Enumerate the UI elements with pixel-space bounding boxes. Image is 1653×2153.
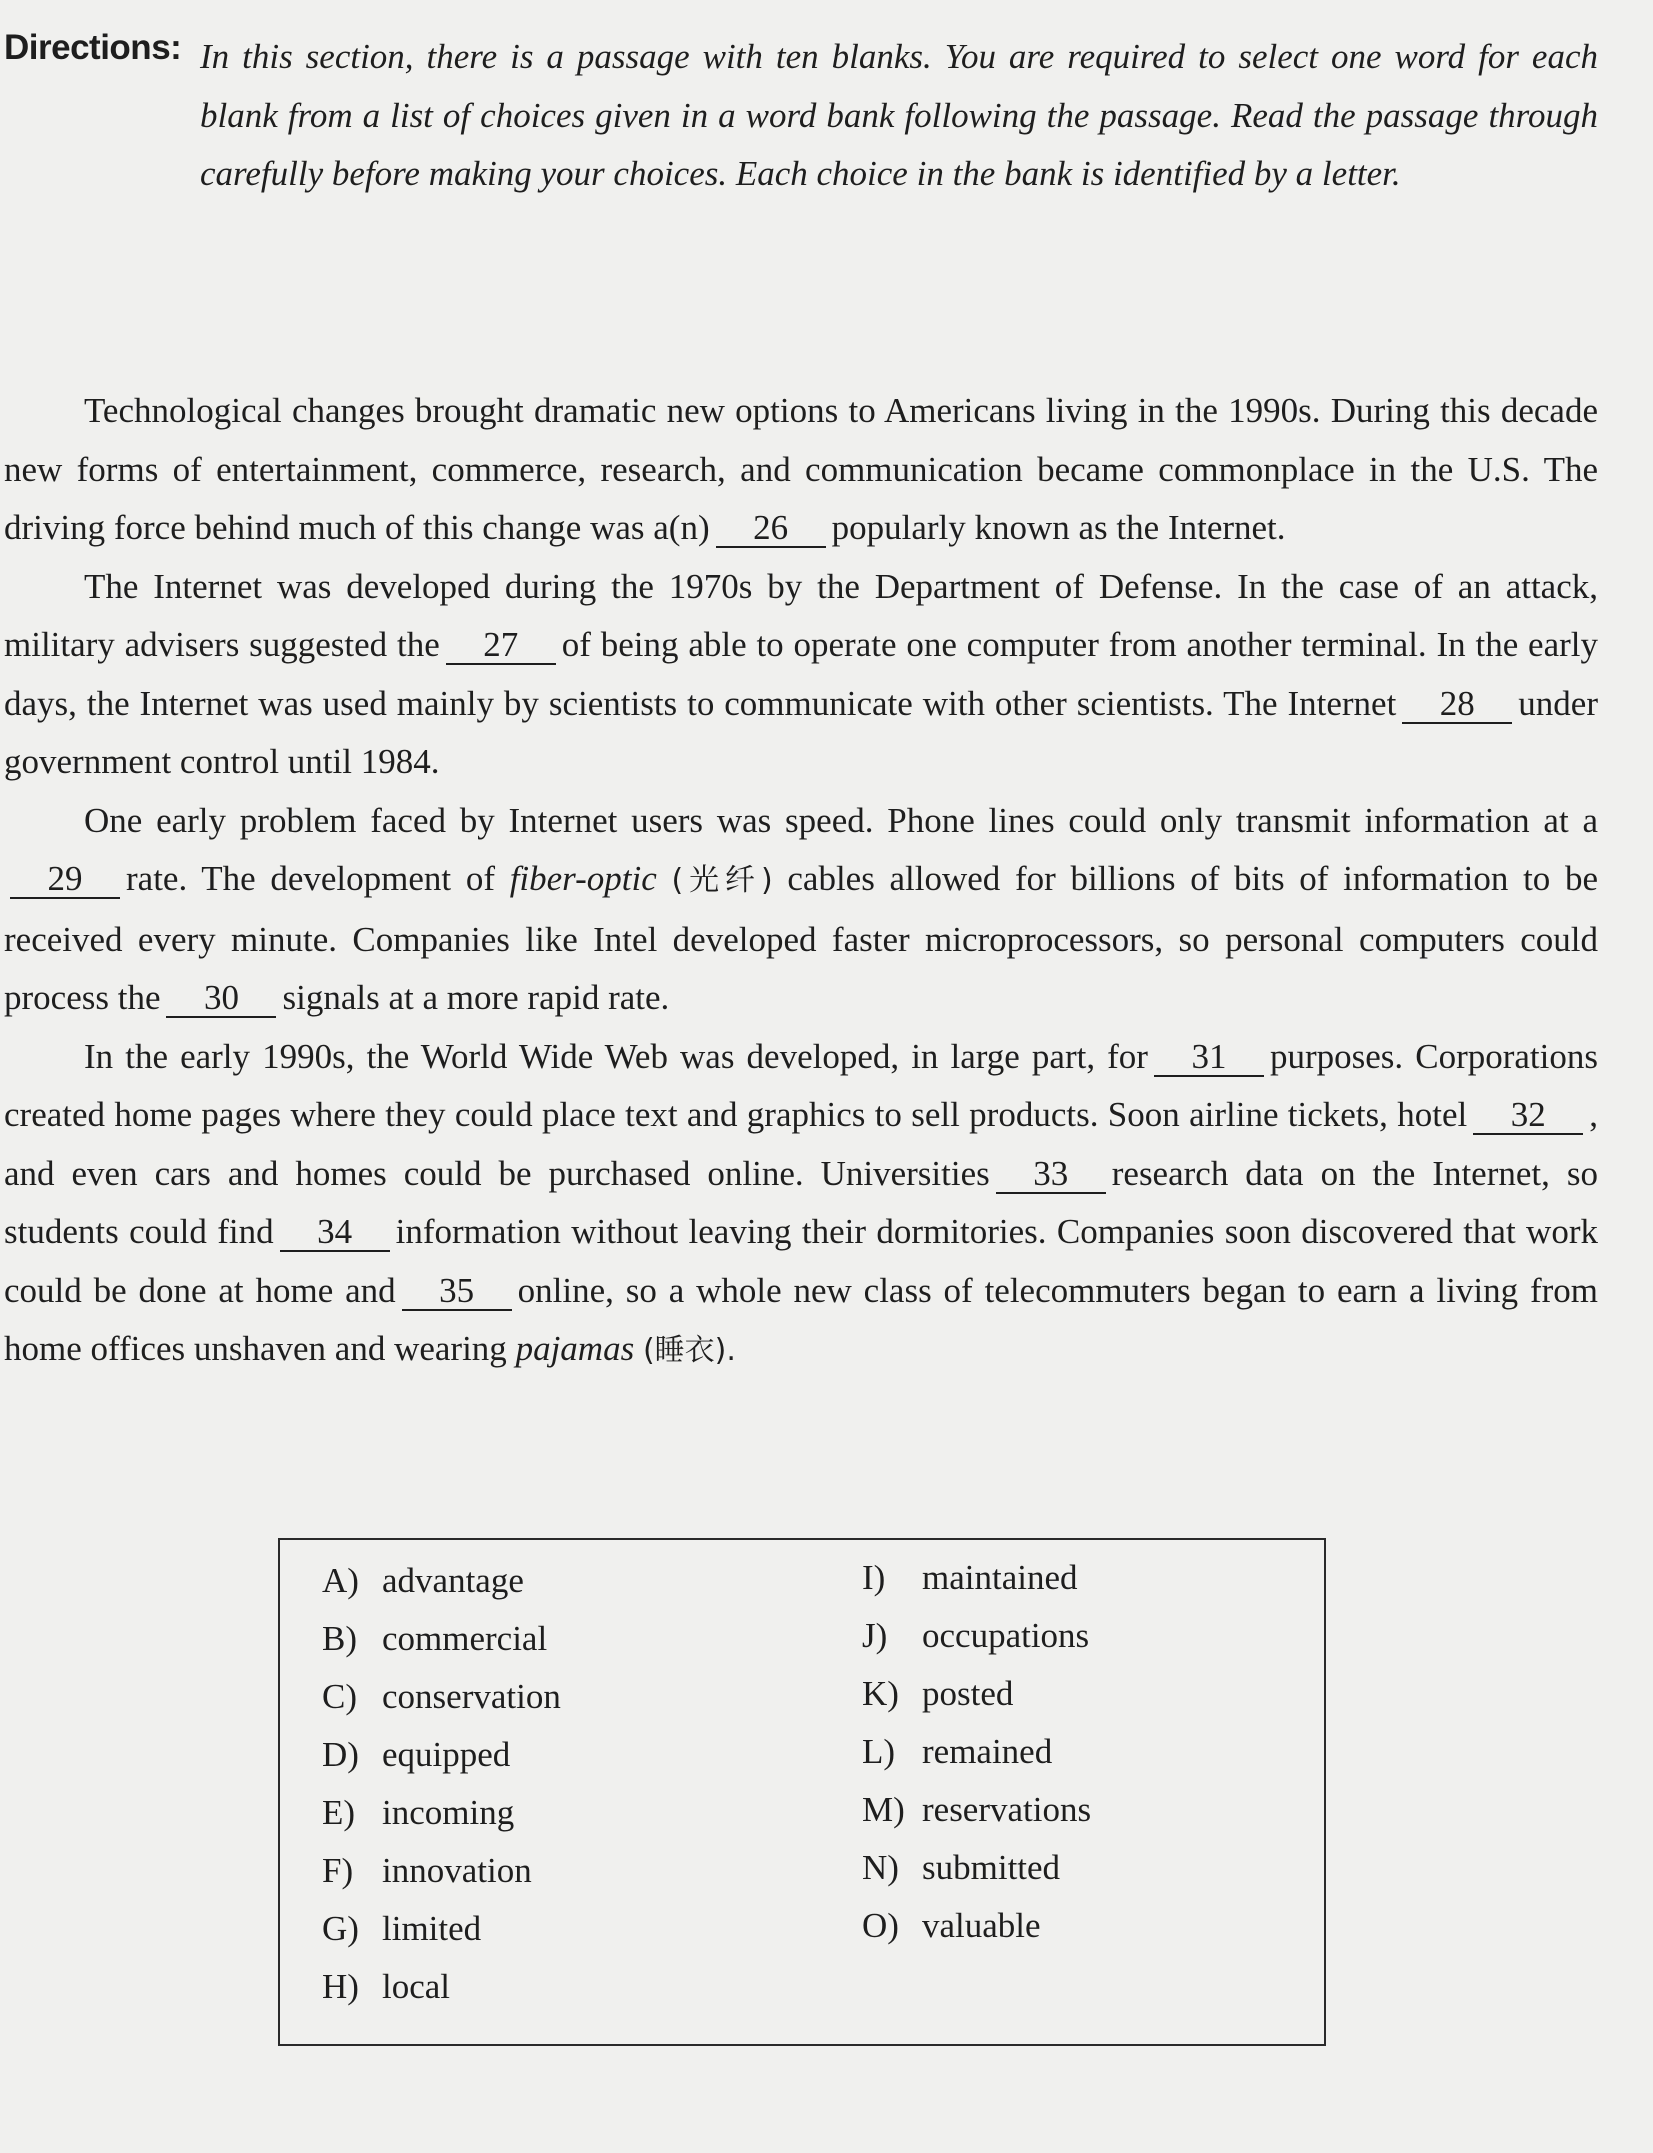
choice-word: innovation [382, 1851, 532, 1890]
choice-letter: H) [322, 1967, 359, 2006]
choice-word: commercial [382, 1619, 548, 1658]
paragraph-4 [4, 1028, 1598, 1381]
paragraph-text: online, so a whole new class of telecommuters began to earn a living from home offices unshaven and wearing [4, 1270, 1598, 1368]
blank-32: 32 [1473, 1097, 1583, 1135]
paragraph-text: purposes. Corporations created home pages where they could place text and graphics to sell products. Soon airline tickets, hotel [4, 1036, 1598, 1134]
chinese-gloss: (睡衣). [642, 1333, 736, 1368]
paragraph-text: , and even cars and homes could be purchased online. Universities [4, 1095, 1598, 1193]
paragraph-text: Technological changes brought dramatic new options to Americans living in the 1990s. During this decade new forms of entertainment, commerce, research, and communication became commonplace in the U.S. The driving force behind much of this change was a(n) [4, 391, 1598, 547]
word-bank-item [862, 1607, 1091, 1665]
choice-word: posted [922, 1674, 1014, 1713]
word-bank-item [862, 1665, 1091, 1723]
blank-35: 35 [402, 1273, 512, 1311]
pajamas-term: pajamas [515, 1329, 635, 1368]
paragraph-text: research data on the Internet, so students could find [4, 1153, 1598, 1251]
choice-letter: L) [862, 1732, 896, 1771]
word-bank-left-column [322, 1552, 561, 2016]
choice-letter: K) [862, 1674, 899, 1713]
word-bank-right-column [862, 1549, 1091, 1955]
choice-letter: D) [322, 1735, 359, 1774]
choice-letter: M) [862, 1790, 905, 1829]
word-bank-item [862, 1723, 1091, 1781]
choice-word: maintained [922, 1558, 1078, 1597]
word-bank-item [322, 1900, 561, 1958]
word-bank-item [322, 1726, 561, 1784]
blank-29: 29 [10, 861, 120, 899]
paragraph-text: One early problem faced by Internet users was speed. Phone lines could only transmit information at a [84, 800, 1598, 840]
paragraph-text: cables allowed for billions of bits of information to be received every minute. Companies like Intel developed faster microprocessors, so personal computers could process the [4, 859, 1599, 1017]
choice-word: reservations [922, 1790, 1092, 1829]
blank-33: 33 [996, 1156, 1106, 1194]
blank-26: 26 [716, 510, 826, 548]
chinese-gloss: (光纤) [671, 863, 773, 898]
choice-letter: I) [862, 1558, 886, 1597]
word-bank-item [862, 1897, 1091, 1955]
word-bank-item [322, 1552, 561, 1610]
passage [4, 382, 1598, 1381]
word-bank-item [322, 1842, 561, 1900]
blank-31: 31 [1154, 1039, 1264, 1077]
choice-word: conservation [382, 1677, 561, 1716]
blank-30: 30 [166, 980, 276, 1018]
choice-word: equipped [382, 1735, 511, 1774]
paragraph-text: of being able to operate one computer from another terminal. In the early days, the Internet was used mainly by scientists to communicate with other scientists. The Internet [4, 625, 1599, 723]
choice-word: local [382, 1967, 451, 2006]
choice-word: advantage [382, 1561, 524, 1600]
word-bank-item [862, 1839, 1091, 1897]
blank-34: 34 [280, 1214, 390, 1252]
fiber-optic-term: fiber-optic [509, 859, 657, 898]
choice-letter: C) [322, 1677, 357, 1716]
paragraph-text: The Internet was developed during the 1970s by the Department of Defense. In the case of an attack, military advisers suggested the [4, 566, 1598, 664]
word-bank-item [862, 1549, 1091, 1607]
choice-letter: A) [322, 1561, 359, 1600]
choice-letter: N) [862, 1848, 899, 1887]
paragraph-1 [4, 382, 1598, 558]
directions-label: Directions: [4, 28, 182, 67]
paragraph-text: popularly known as the Internet. [831, 508, 1286, 547]
choice-letter: G) [322, 1909, 359, 1948]
choice-word: occupations [922, 1616, 1090, 1655]
choice-letter: O) [862, 1906, 899, 1945]
word-bank-item [322, 1958, 561, 2016]
paragraph-3 [4, 792, 1598, 1028]
word-bank [278, 1538, 1326, 2046]
choice-letter: B) [322, 1619, 357, 1658]
paragraph-text: under government control until 1984. [4, 683, 1598, 781]
word-bank-item [322, 1668, 561, 1726]
paragraph-text: information without leaving their dormitories. Companies soon discovered that work could be done at home and [4, 1212, 1598, 1310]
choice-word: valuable [922, 1906, 1041, 1945]
blank-28: 28 [1402, 686, 1512, 724]
choice-word: limited [382, 1909, 482, 1948]
word-bank-item [862, 1781, 1091, 1839]
choice-letter: J) [862, 1616, 888, 1655]
choice-word: remained [922, 1732, 1053, 1771]
directions-text: In this section, there is a passage with ten blanks. You are required to select one word for each blank from a list of choices given in a word bank following the passage. Read the passage through carefully before making your choices. Each choice in the bank is identified by a letter. [200, 37, 1598, 193]
paragraph-text: In the early 1990s, the World Wide Web was developed, in large part, for [84, 1036, 1148, 1076]
paragraph-text: signals at a more rapid rate. [282, 978, 670, 1017]
choice-word: submitted [922, 1848, 1061, 1887]
paragraph-2 [4, 558, 1598, 792]
choice-word: incoming [382, 1793, 515, 1832]
word-bank-item [322, 1610, 561, 1668]
choice-letter: F) [322, 1851, 354, 1890]
paragraph-text: rate. The development of [126, 859, 495, 898]
word-bank-item [322, 1784, 561, 1842]
choice-letter: E) [322, 1793, 356, 1832]
blank-27: 27 [446, 627, 556, 665]
